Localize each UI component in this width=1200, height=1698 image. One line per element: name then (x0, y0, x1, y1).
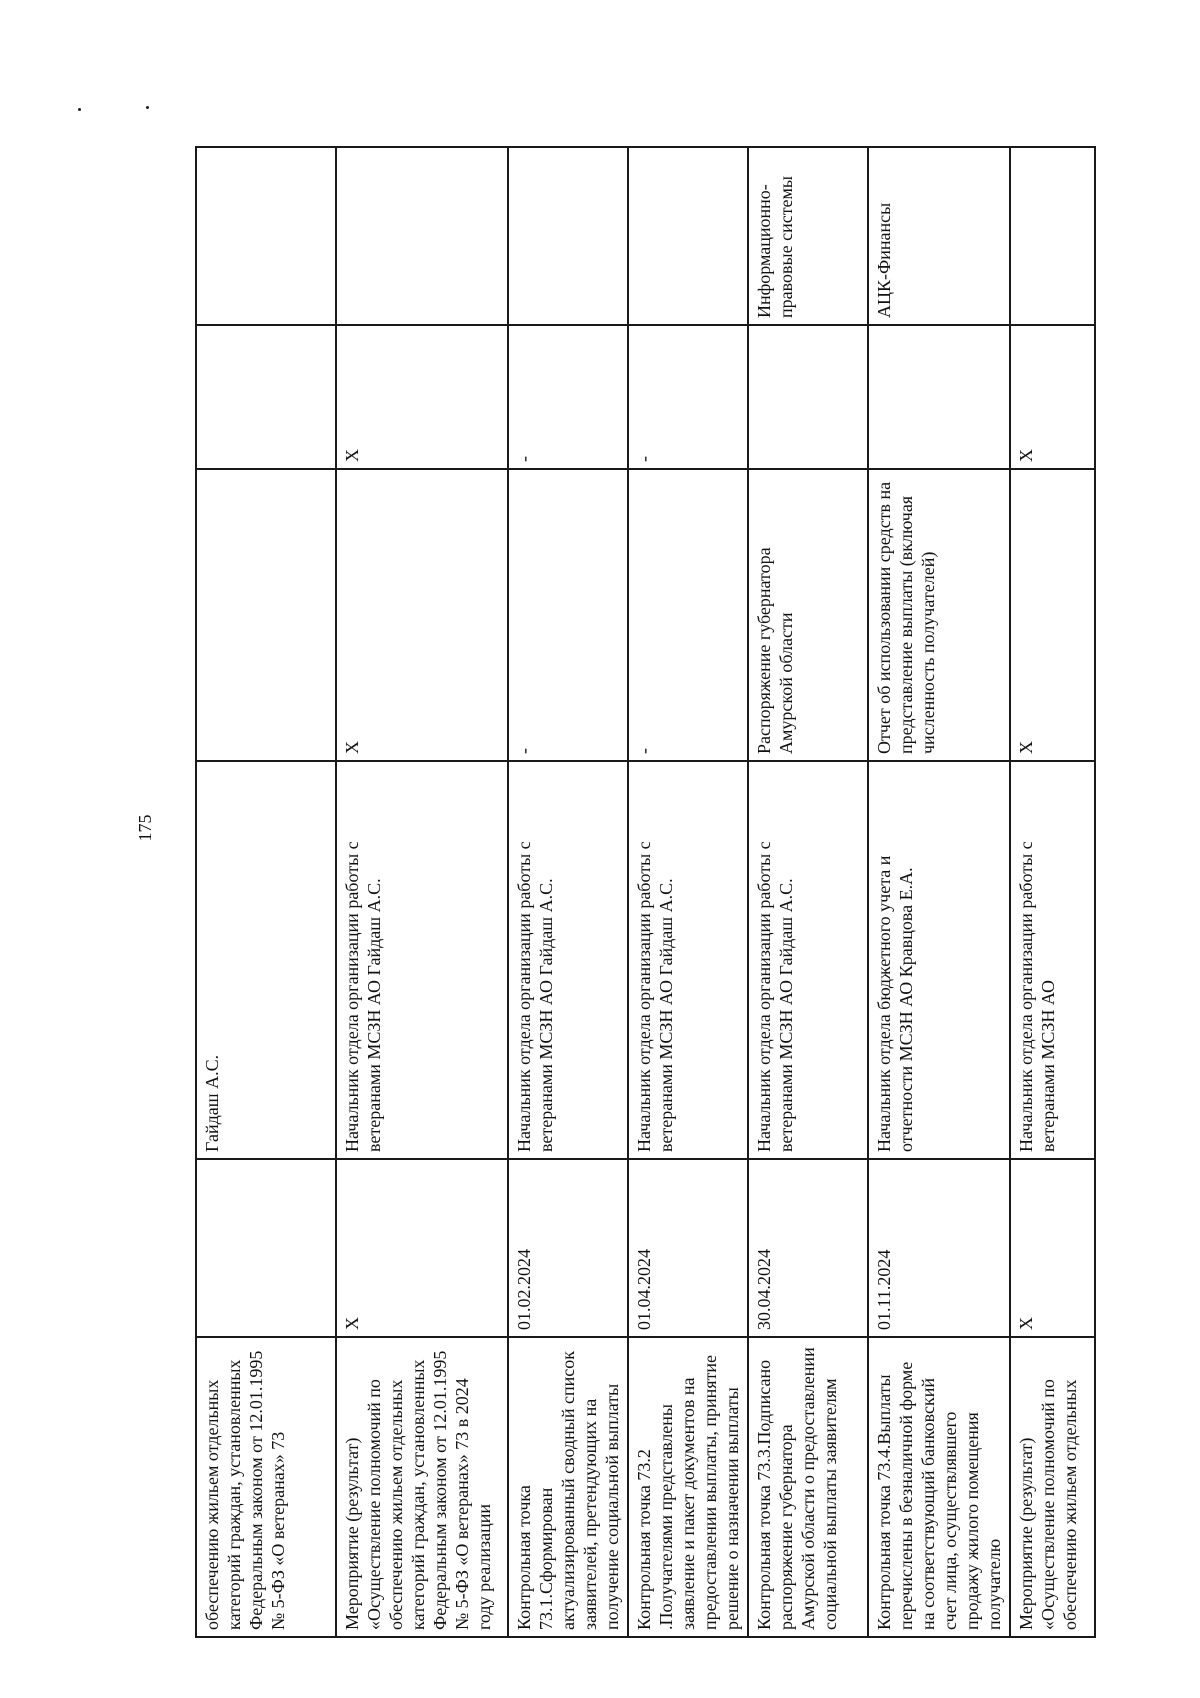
responsible-cell: Начальник отдела бюджетного учета и отчетности МСЗН АО Кравцова Е.А. (868, 761, 1010, 1159)
system-flag-cell: - (628, 325, 748, 469)
system-flag-cell (748, 325, 868, 469)
table-row (336, 147, 508, 1637)
information-system-cell (1010, 147, 1095, 325)
scan-mark (78, 108, 81, 111)
table-row (628, 147, 748, 1637)
measure-cell: Мероприятие (результат) «Осуществление полномочий по обеспечению жильем отдельных категорий граждан, установленных Федеральным законом от 12.01.1995 № 5-ФЗ «О ветеранах» 73 в 2024 году реализации (336, 1337, 508, 1637)
information-system-cell: Информационно-правовые системы (748, 147, 868, 325)
table-row (1010, 147, 1095, 1637)
table-row (196, 147, 336, 1637)
system-flag-cell (868, 325, 1010, 469)
information-system-cell: АЦК-Финансы (868, 147, 1010, 325)
measure-cell: обеспечению жильем отдельных категорий граждан, установленных Федеральным законом от 12.01.1995 № 5-ФЗ «О ветеранах» 73 (196, 1337, 336, 1637)
responsible-cell: Начальник отдела организации работы с ветеранами МСЗН АО Гайдаш А.С. (508, 761, 628, 1159)
system-flag-cell (196, 325, 336, 469)
implementation-plan-table (195, 146, 1096, 1638)
measure-cell: Контрольная точка 73.4.Выплаты перечислены в безналичной форме на соответствующий банковский счет лица, осуществлявшего продажу жилого помещения получателю (868, 1337, 1010, 1637)
responsible-cell: Начальник отдела организации работы с ветеранами МСЗН АО Гайдаш А.С. (628, 761, 748, 1159)
document-cell: Отчет об использовании средств на представление выплаты (включая численность получателей) (868, 469, 1010, 761)
responsible-cell: Начальник отдела организации работы с ветеранами МСЗН АО Гайдаш А.С. (748, 761, 868, 1159)
system-flag-cell: - (508, 325, 628, 469)
document-table-region (195, 148, 1080, 1638)
table-row (748, 147, 868, 1637)
document-cell: X (336, 469, 508, 761)
date-cell: 01.04.2024 (628, 1159, 748, 1337)
information-system-cell (336, 147, 508, 325)
table-row (508, 147, 628, 1637)
responsible-cell: Гайдаш А.С. (196, 761, 336, 1159)
date-cell: 01.02.2024 (508, 1159, 628, 1337)
responsible-cell: Начальник отдела организации работы с ветеранами МСЗН АО (1010, 761, 1095, 1159)
information-system-cell (508, 147, 628, 325)
date-cell: 30.04.2024 (748, 1159, 868, 1337)
table-row (868, 147, 1010, 1637)
scan-mark (146, 106, 149, 109)
document-cell: Распоряжение губернатора Амурской области (748, 469, 868, 761)
date-cell: 01.11.2024 (868, 1159, 1010, 1337)
date-cell: X (336, 1159, 508, 1337)
document-cell: X (1010, 469, 1095, 761)
system-flag-cell: X (1010, 325, 1095, 469)
system-flag-cell: X (336, 325, 508, 469)
measure-cell: Контрольная точка 73.2 .Получателями представлены заявление и пакет документов на предоставлении выплаты, принятие решение о назначении выплаты (628, 1337, 748, 1637)
date-cell (196, 1159, 336, 1337)
page-number: 175 (135, 814, 155, 842)
information-system-cell (196, 147, 336, 325)
measure-cell: Контрольная точка 73.3.Подписано распоряжение губернатора Амурской области о предоставлении социальной выплаты заявителям (748, 1337, 868, 1637)
document-cell: - (628, 469, 748, 761)
measure-cell: Мероприятие (результат) «Осуществление полномочий по обеспечению жильем отдельных (1010, 1337, 1095, 1637)
measure-cell: Контрольная точка 73.1.Сформирован актуализированный сводный список заявителей, претендующих на получение социальной выплаты (508, 1337, 628, 1637)
responsible-cell: Начальник отдела организации работы с ветеранами МСЗН АО Гайдаш А.С. (336, 761, 508, 1159)
information-system-cell (628, 147, 748, 325)
date-cell: X (1010, 1159, 1095, 1337)
document-cell: - (508, 469, 628, 761)
document-cell (196, 469, 336, 761)
